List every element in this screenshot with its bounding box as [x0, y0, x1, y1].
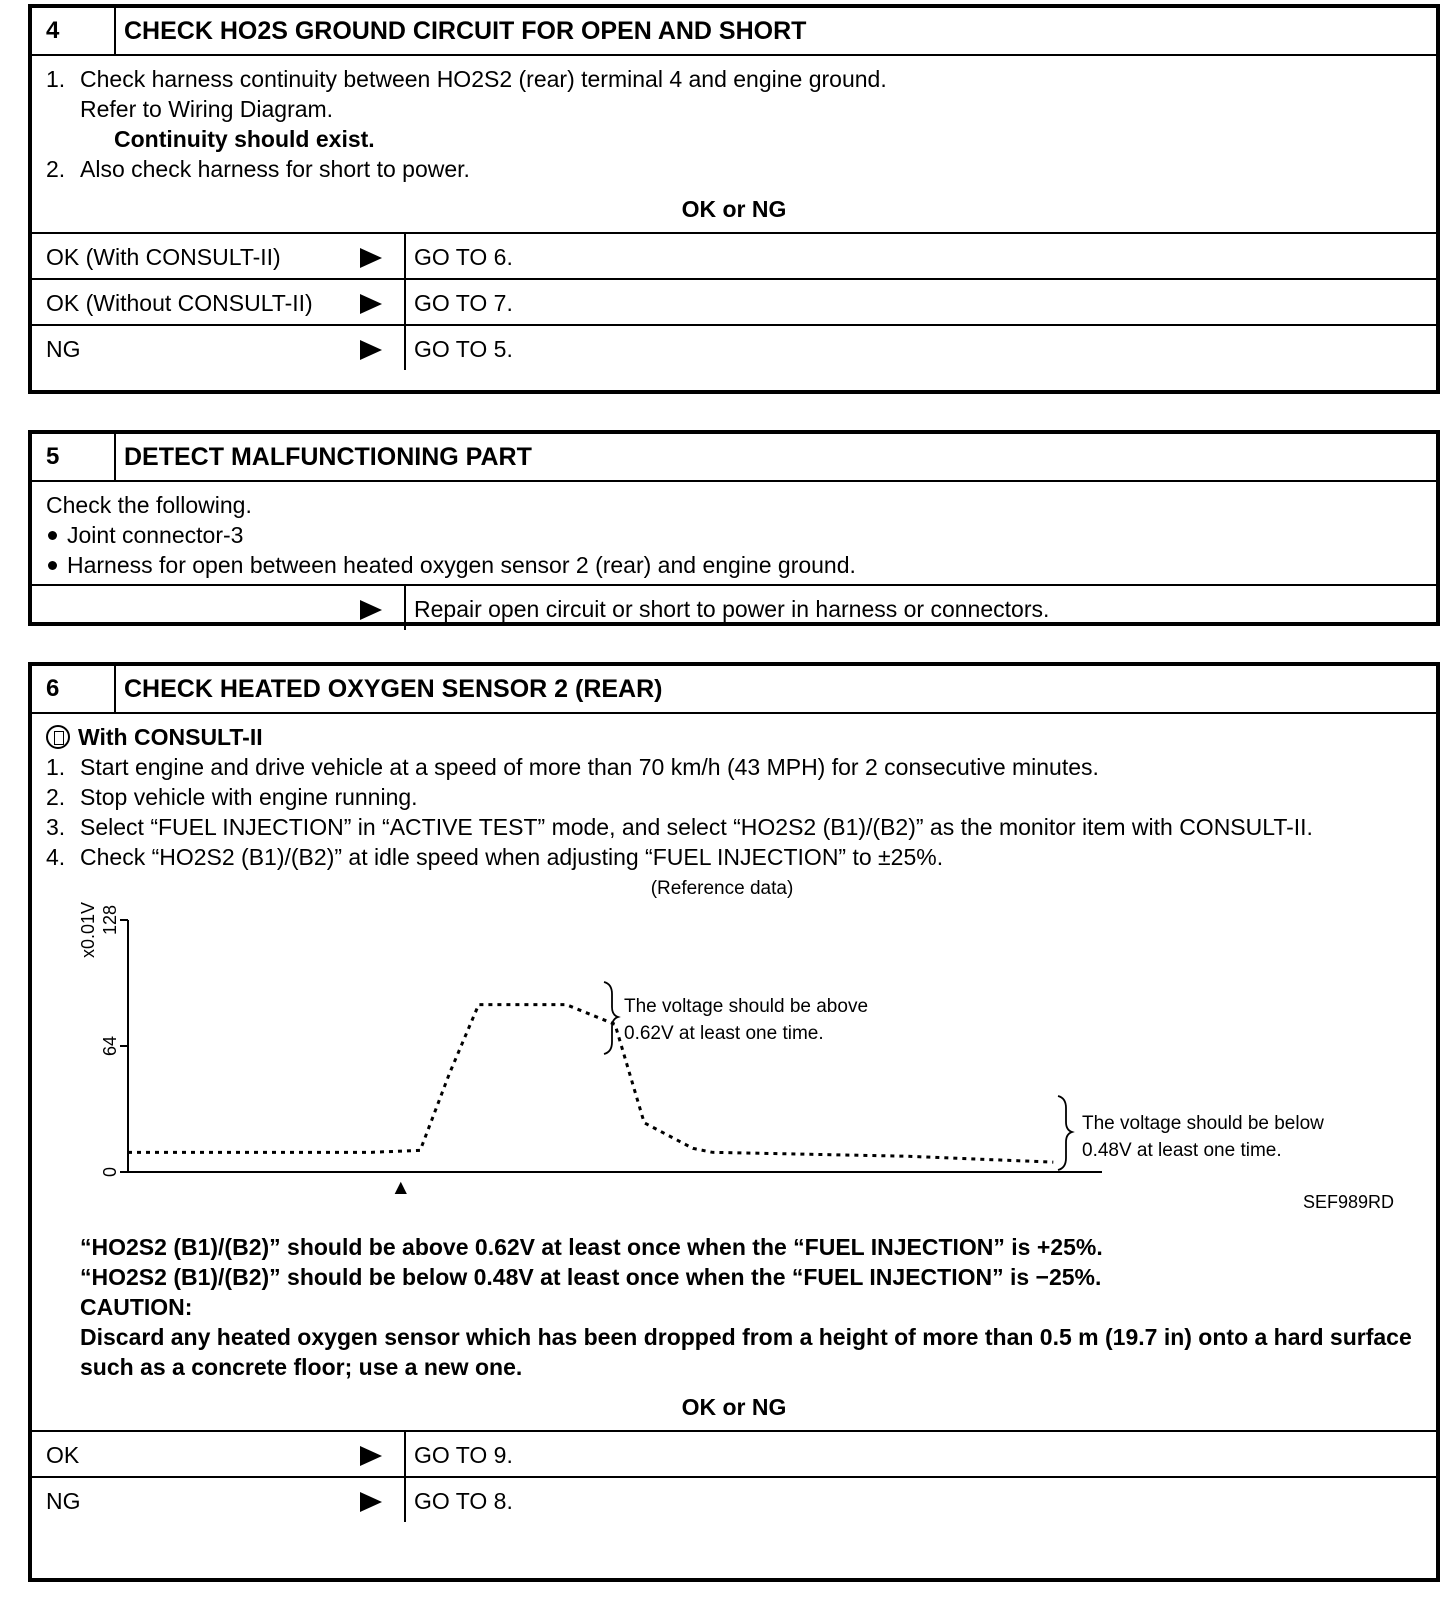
step-header [32, 8, 1436, 56]
brace [604, 982, 618, 1054]
step-title: CHECK HEATED OXYGEN SENSOR 2 (REAR) [124, 675, 663, 703]
intro-text: Check the following. [46, 492, 252, 518]
result-action[interactable]: Repair open circuit or short to power in harness or connectors. [404, 586, 1436, 630]
annotation-text: 0.62V at least one time. [624, 1023, 824, 1044]
arrow-right-icon [338, 1432, 404, 1476]
list-item [46, 842, 1422, 872]
list-number: 2. [46, 156, 66, 182]
bullet-icon [48, 561, 57, 570]
arrow-right-icon [338, 326, 404, 370]
arrow-right-icon [338, 1478, 404, 1522]
annotation-text: 0.48V at least one time. [1082, 1140, 1282, 1161]
result-action[interactable]: GO TO 7. [404, 280, 1436, 324]
result-action[interactable]: GO TO 8. [404, 1478, 1436, 1522]
annotation-text: The voltage should be above [624, 996, 869, 1017]
y-tick-label: 64 [100, 1035, 120, 1057]
consult-icon [46, 725, 70, 749]
list-item [46, 812, 1422, 842]
consult-heading [46, 722, 1422, 752]
y-tick-label: 0 [100, 1166, 120, 1178]
step-title: DETECT MALFUNCTIONING PART [124, 443, 532, 471]
chart-title: (Reference data) [650, 878, 794, 899]
arrow-right-icon [338, 234, 404, 278]
list-text: Harness for open between heated oxygen sensor 2 (rear) and engine ground. [67, 552, 856, 578]
result-row [32, 278, 1436, 324]
result-label: OK (With CONSULT-II) [46, 244, 281, 270]
reference-chart [32, 872, 1436, 1232]
step-header [32, 434, 1436, 482]
step-4-box [28, 4, 1440, 394]
refer-text: Refer to Wiring Diagram. [80, 96, 334, 122]
list-number: 2. [46, 784, 66, 810]
step-5-box [28, 430, 1440, 626]
caution-label: CAUTION: [80, 1294, 193, 1320]
result-row [32, 1476, 1436, 1522]
result-label: OK (Without CONSULT-II) [46, 290, 313, 316]
list-item [46, 64, 1422, 94]
list-item [46, 154, 1422, 184]
step-body [32, 714, 1436, 1386]
list-number: 1. [46, 66, 66, 92]
step-body [32, 56, 1436, 188]
result-row [32, 584, 1436, 630]
ok-or-ng-label: OK or NG [681, 1394, 787, 1420]
result-label: OK [46, 1442, 80, 1468]
y-tick-label: 128 [100, 904, 120, 936]
result-row [32, 1430, 1436, 1476]
result-action[interactable]: GO TO 9. [404, 1432, 1436, 1476]
marker-triangle: ▲ [394, 1177, 407, 1196]
result-row [32, 232, 1436, 278]
list-text: Select “FUEL INJECTION” in “ACTIVE TEST” mode, and select “HO2S2 (B1)/(B2)” as the monitor item with CONSULT-II. [80, 814, 1313, 840]
caution-text: Discard any heated oxygen sensor which has been dropped from a height of more than 0.5 m (19.7 in) onto a hard surface such as a concrete floor; use a new one. [80, 1324, 1412, 1380]
consult-label: With CONSULT-II [78, 724, 263, 750]
result-label [32, 586, 338, 630]
result-action[interactable]: GO TO 6. [404, 234, 1436, 278]
arrow-right-icon [338, 280, 404, 324]
result-label: NG [46, 1488, 81, 1514]
step-header [32, 666, 1436, 714]
list-number: 4. [46, 844, 66, 870]
y-axis-label: x0.01V [78, 901, 98, 959]
bullet-icon [48, 531, 57, 540]
annotation-text: The voltage should be below [1082, 1113, 1324, 1134]
arrow-right-icon [338, 586, 404, 630]
brace [1058, 1096, 1072, 1170]
list-text: Check “HO2S2 (B1)/(B2)” at idle speed when adjusting “FUEL INJECTION” to ±25%. [80, 844, 944, 870]
result-label: NG [46, 336, 81, 362]
list-number: 3. [46, 814, 66, 840]
series-line [128, 1005, 1053, 1163]
list-item [46, 550, 1422, 580]
list-item [46, 782, 1422, 812]
result-row [32, 324, 1436, 370]
step-number: 6 [32, 666, 116, 712]
list-text: Check harness continuity between HO2S2 (rear) terminal 4 and engine ground. [80, 66, 887, 92]
step-number: 5 [32, 434, 116, 480]
list-text: Also check harness for short to power. [80, 156, 470, 182]
step-title: CHECK HO2S GROUND CIRCUIT FOR OPEN AND SHORT [124, 17, 807, 45]
list-text: Stop vehicle with engine running. [80, 784, 418, 810]
step-number: 4 [32, 8, 116, 54]
result-action[interactable]: GO TO 5. [404, 326, 1436, 370]
list-item [46, 752, 1422, 782]
list-text: Start engine and drive vehicle at a speed of more than 70 km/h (43 MPH) for 2 consecutive minutes. [80, 754, 1099, 780]
spec-text: Continuity should exist. [114, 126, 375, 152]
ok-or-ng-label: OK or NG [681, 196, 787, 222]
step-6-box [28, 662, 1440, 1582]
note-line: “HO2S2 (B1)/(B2)” should be below 0.48V at least once when the “FUEL INJECTION” is −25%. [80, 1264, 1102, 1290]
step-body [32, 482, 1436, 584]
note-line: “HO2S2 (B1)/(B2)” should be above 0.62V at least once when the “FUEL INJECTION” is +25%. [80, 1234, 1103, 1260]
list-text: Joint connector-3 [67, 522, 244, 548]
list-number: 1. [46, 754, 66, 780]
list-item [46, 520, 1422, 550]
figure-id: SEF989RD [1302, 1192, 1394, 1212]
chart-svg [32, 872, 1436, 1232]
